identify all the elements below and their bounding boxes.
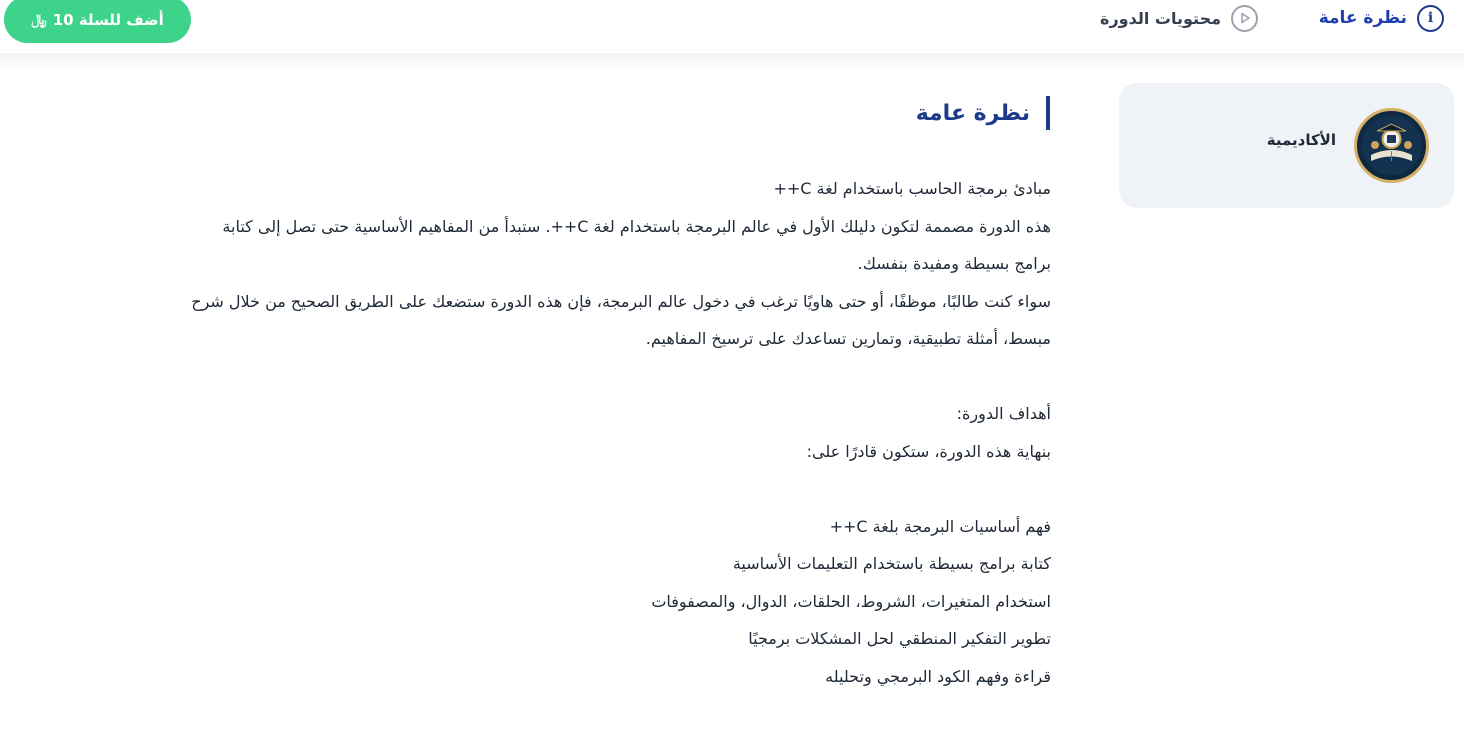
content-line: استخدام المتغيرات، الشروط، الحلقات، الدوال، والمصفوفات: [651, 591, 1051, 611]
content-line: أهداف الدورة:: [956, 404, 1051, 423]
instructor-card[interactable]: [1119, 83, 1454, 208]
content-line: تطوير التفكير المنطقي لحل المشكلات برمجيًا: [748, 629, 1051, 648]
add-to-cart-label: أضف للسلة 10: [52, 10, 164, 29]
top-navigation-bar: [0, 0, 1464, 53]
avatar[interactable]: [1354, 108, 1429, 183]
tab-overview-label: نظرة عامة: [1318, 8, 1407, 28]
content-line: بنهاية هذه الدورة، ستكون قادرًا على:: [806, 441, 1051, 461]
content-line: هذه الدورة مصممة لتكون دليلك الأول في عالم البرمجة باستخدام لغة C++. ستبدأ من المفاهيم الأساسية حتى تصل إلى كتابة: [222, 216, 1051, 236]
academy-logo-icon: [1357, 111, 1426, 180]
content-line: [20, 358, 1051, 396]
tab-course-contents[interactable]: [1100, 3, 1258, 33]
topbar-divider: [0, 53, 1464, 73]
tab-course-contents-label: محتويات الدورة: [1100, 8, 1221, 28]
info-icon: i: [1417, 5, 1444, 32]
content-line: كتابة برامج بسيطة باستخدام التعليمات الأساسية: [732, 554, 1051, 573]
content-line: مبسط، أمثلة تطبيقية، وتمارين تساعدك على ترسيخ المفاهيم.: [645, 329, 1051, 348]
add-to-cart-button[interactable]: [4, 0, 191, 43]
content-line: مبادئ برمجة الحاسب باستخدام لغة C++: [773, 179, 1051, 198]
content-line: قراءة وفهم الكود البرمجي وتحليله: [825, 666, 1051, 686]
riyal-icon: ﷼: [31, 11, 47, 28]
content-line: فهم أساسيات البرمجة بلغة C++: [829, 516, 1051, 536]
overview-content: [20, 170, 1051, 695]
play-circle-icon: [1231, 5, 1258, 32]
instructor-name[interactable]: الأكاديمية: [1266, 131, 1336, 149]
content-line: [20, 470, 1051, 508]
tab-overview[interactable]: [1319, 3, 1444, 33]
content-line: سواء كنت طالبًا، موظفًا، أو حتى هاويًا ترغب في دخول عالم البرمجة، فإن هذه الدورة ستضعك على الطريق الصحيح من خلال شرح: [191, 291, 1051, 311]
section-title: نظرة عامة: [916, 96, 1050, 130]
content-line: برامج بسيطة ومفيدة بنفسك.: [857, 254, 1051, 273]
